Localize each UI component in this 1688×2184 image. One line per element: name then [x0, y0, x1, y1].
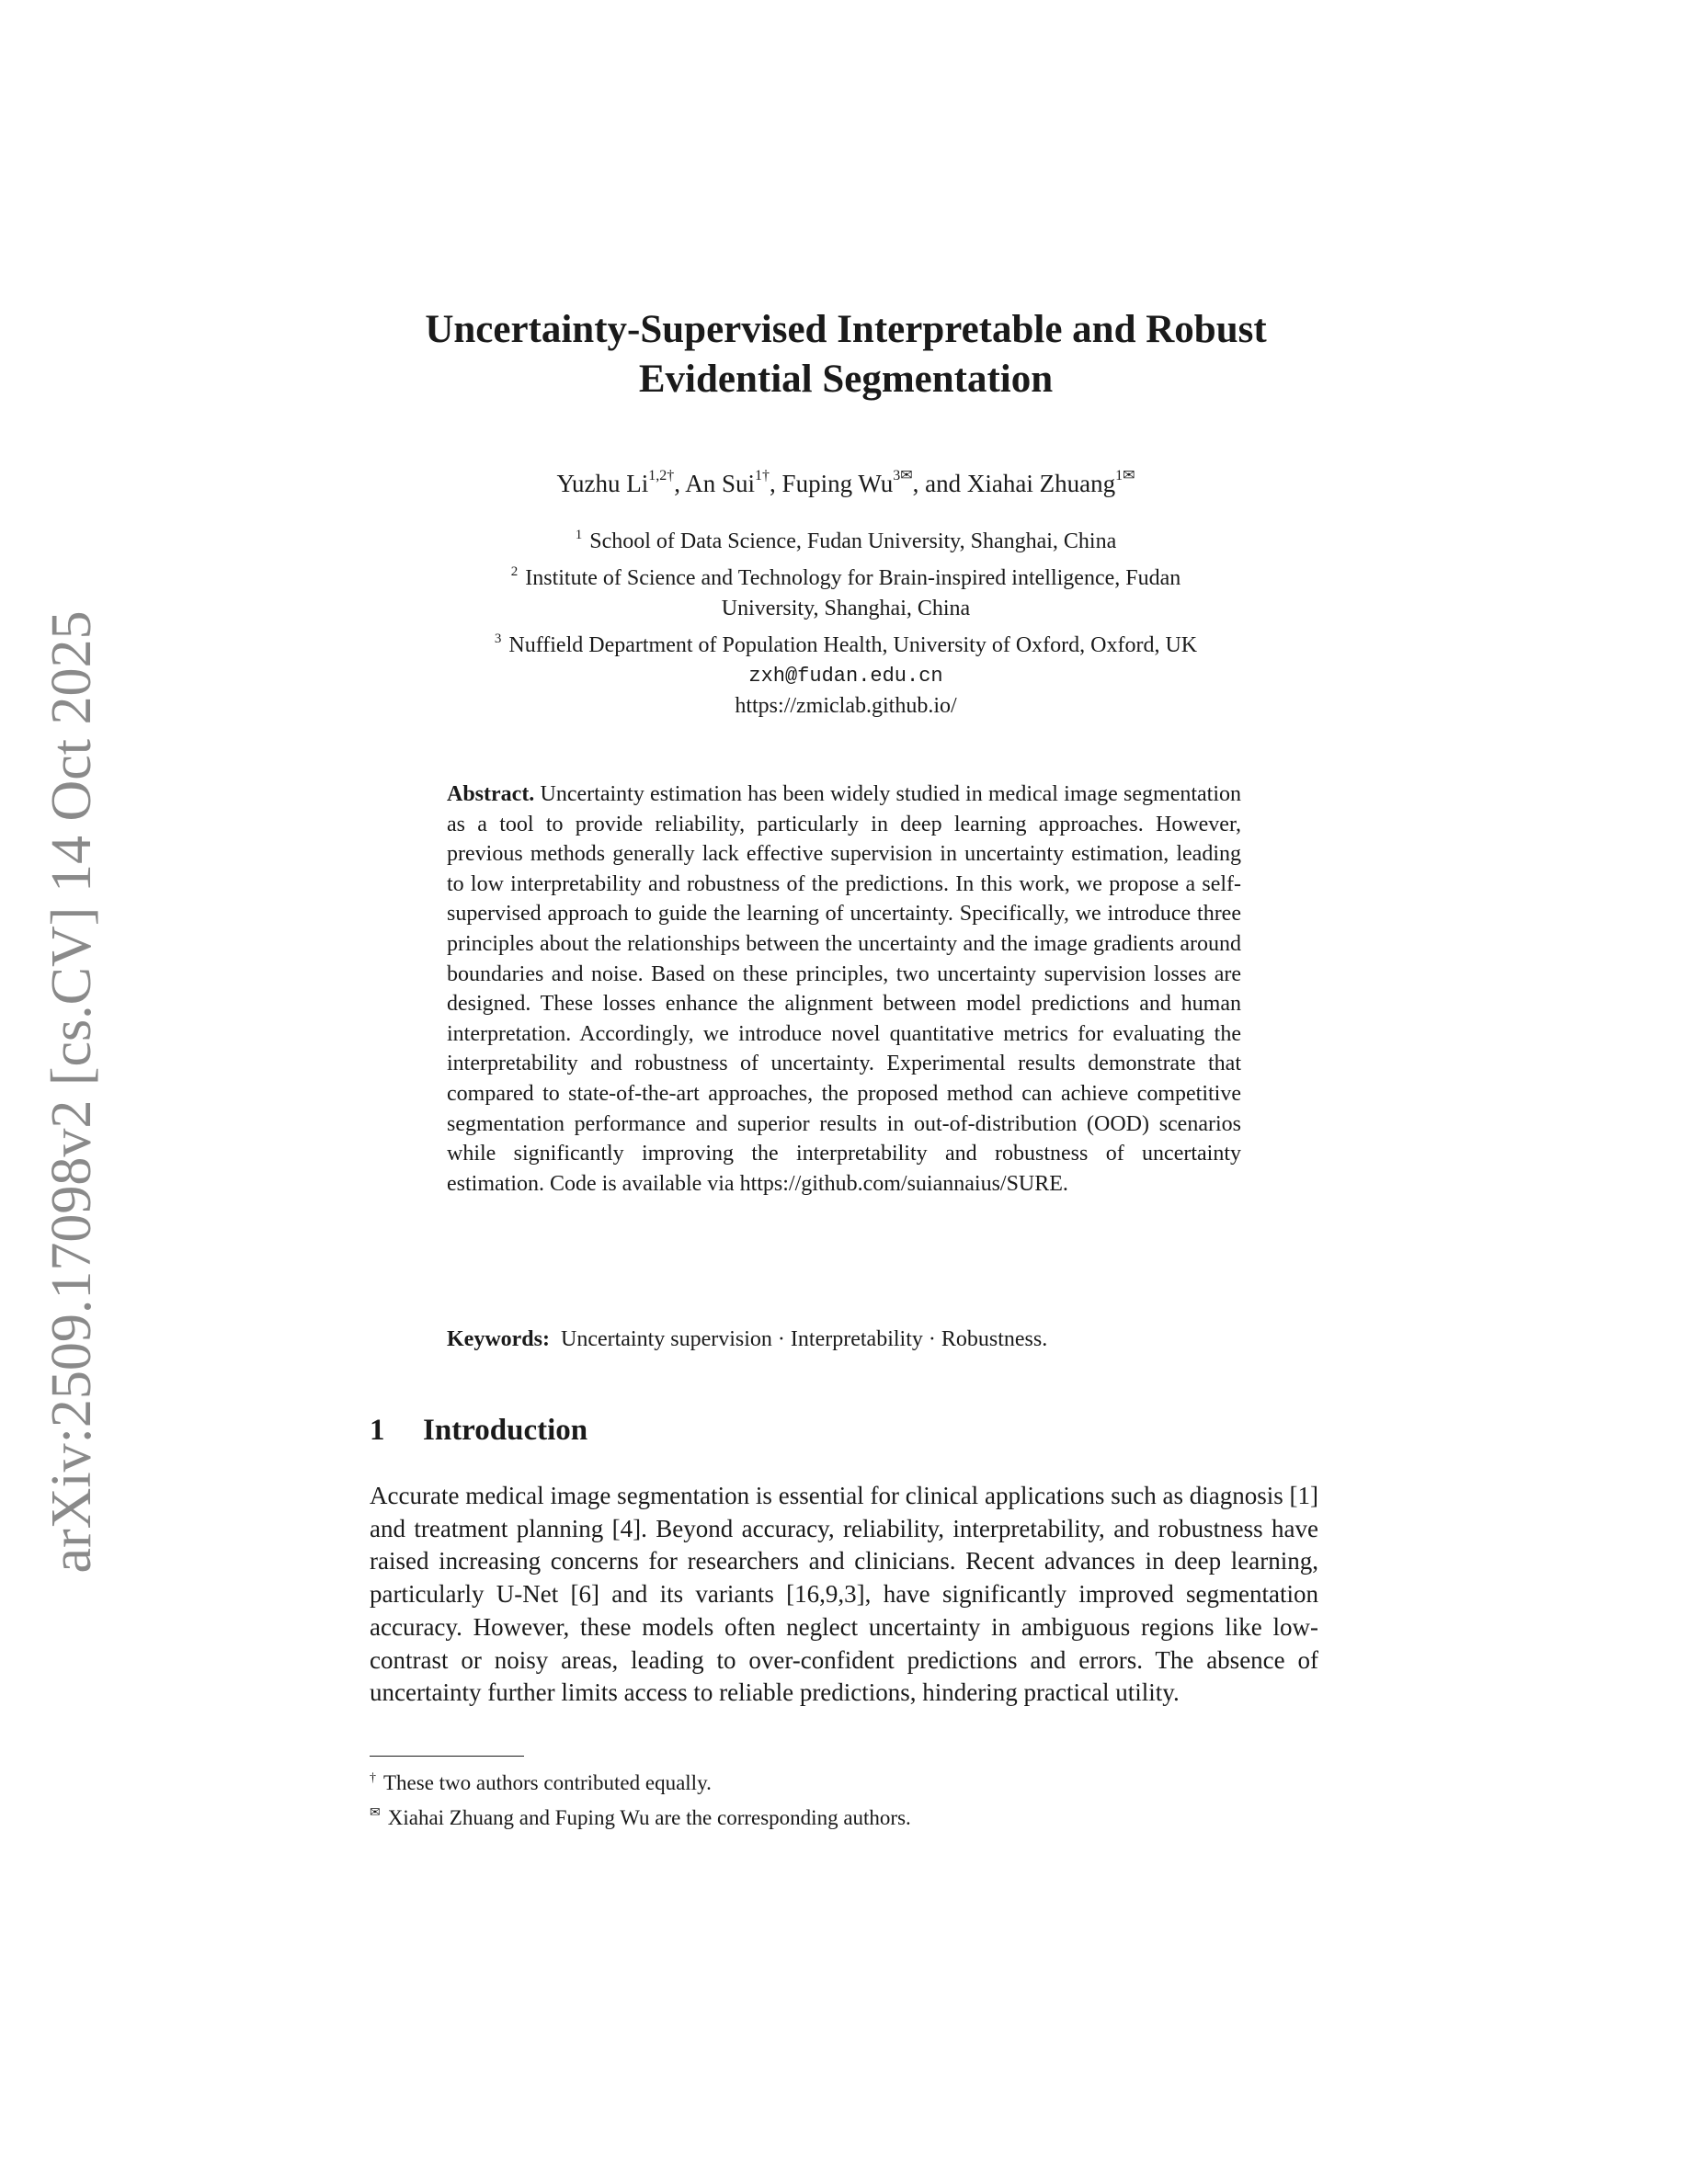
lab-website-link[interactable]: https://zmiclab.github.io/ [735, 694, 957, 718]
arxiv-identifier-stamp: arXiv:2509.17098v2 [cs.CV] 14 Oct 2025 [40, 610, 103, 1574]
author-affiliation-marks: 1† [755, 468, 770, 483]
footnote-text: Xiahai Zhuang and Fuping Wu are the corresponding authors. [387, 1806, 911, 1829]
author-name: Xiahai Zhuang [966, 470, 1116, 497]
introduction-paragraph: Accurate medical image segmentation is essential for clinical applications such as diagnosis [1] and treatment planning [4]. Beyond accuracy, reliability, interpretability, and robustness have raised increasing concerns for researchers and clinicians. Recent advances in deep learning, particularly U-Net [6] and its variants [16,9,3], have significantly improved segmentation accuracy. However, these models often neglect uncertainty in ambiguous regions like low-contrast or noisy areas, leading to over-confident predictions and errors. The absence of uncertainty further limits access to reliable predictions, hindering practical utility. [370, 1482, 1318, 1707]
footnotes [370, 1763, 1318, 1833]
author-name: Yuzhu Li [556, 470, 649, 497]
author-affiliation-marks: 1,2† [648, 468, 675, 483]
paper-title-line-1: Uncertainty-Supervised Interpretable and Robust [425, 308, 1267, 351]
author-affiliation-marks: 1✉ [1115, 468, 1135, 483]
affiliation-mark: 3 [494, 631, 502, 646]
contact-email-link[interactable]: zxh@fudan.edu.cn [748, 665, 943, 688]
author-list [331, 460, 1361, 500]
affiliation-mark: 2 [510, 564, 519, 579]
footnote-text: These two authors contributed equally. [383, 1771, 712, 1794]
abstract-text: Uncertainty estimation has been widely studied in medical image segmentation as a tool to provide reliability, particularly in deep learning approaches. However, previous methods generally lack effective supervision in uncertainty estimation, leading to low interpretability and robustness of the predictions. In this work, we propose a self-supervised approach to guide the learning of uncertainty. Specifically, we introduce three principles about the relationships between the uncertainty and the image gradients around boundaries and noise. Based on these principles, two uncertainty supervision losses are designed. These losses enhance the alignment between model predictions and human interpretation. Accordingly, we introduce novel quantitative metrics for evaluating the interpretability and robustness of uncertainty. Experimental results demonstrate that compared to state-of-the-art approaches, the proposed method can achieve competitive segmentation performance and superior results in out-of-distribution (OOD) scenarios while significantly improving the interpretability and robustness of uncertainty estimation. Code is available via https://github.com/suiannaius/SURE. [447, 782, 1242, 1196]
section-number: 1 [370, 1414, 385, 1447]
affiliation-1 [368, 520, 1324, 557]
author-affiliation-marks: 3✉ [893, 468, 913, 483]
section-heading-introduction [370, 1410, 1326, 1450]
affiliation-text: Institute of Science and Technology for Brain-inspired intelligence, Fudan [525, 566, 1181, 590]
footnote-mark: ✉ [370, 1806, 381, 1820]
affiliation-3 [368, 624, 1324, 661]
author-name: An Sui [685, 470, 756, 497]
affiliation-2-continued: University, Shanghai, China [721, 597, 971, 620]
author-separator: , [674, 470, 686, 497]
affiliation-block [368, 520, 1324, 722]
keywords [447, 1325, 1241, 1354]
author-separator: , and [912, 470, 967, 497]
author-name: Fuping Wu [781, 470, 894, 497]
affiliation-2 [368, 557, 1324, 594]
footnote-mark: † [370, 1771, 376, 1785]
affiliation-mark: 1 [575, 528, 583, 542]
abstract-label: Abstract. [447, 782, 535, 806]
abstract [447, 779, 1241, 1199]
footnote-corresponding-authors [370, 1798, 1318, 1833]
footnote-equal-contribution [370, 1763, 1318, 1798]
affiliation-text: Nuffield Department of Population Health, University of Oxford, Oxford, UK [508, 633, 1198, 657]
keywords-label: Keywords: [447, 1327, 550, 1351]
paper-title-line-2: Evidential Segmentation [638, 358, 1054, 401]
author-separator: , [770, 470, 782, 497]
section-title: Introduction [423, 1414, 588, 1447]
affiliation-text: School of Data Science, Fudan University, Shanghai, China [589, 529, 1117, 553]
keywords-text: Uncertainty supervision · Interpretability · Robustness. [560, 1327, 1048, 1351]
footnote-divider [370, 1756, 524, 1757]
paper-title [331, 305, 1361, 404]
